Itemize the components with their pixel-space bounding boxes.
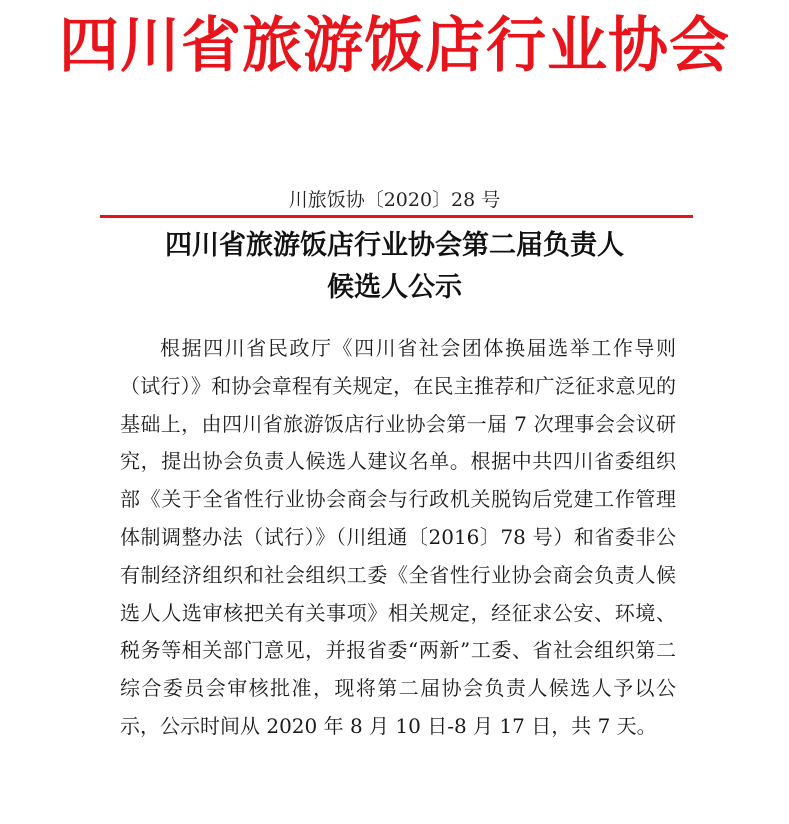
- document-number: 川旅饭协〔2020〕28 号: [288, 189, 501, 211]
- notice-body: 根据四川省民政厅《四川省社会团体换届选举工作导则（试行）》和协会章程有关规定，在民主推荐和广泛征求意见的基础上，由四川省旅游饭店行业协会第一届 7 次理事会会议研究，提出协会负责人候选人建议名单。根据中共四川省委组织部《关于全省性行业协会商会与行政机关脱钩后党建工作管理体制调整办法（试行）》（川组通〔2016〕78 号）和省委非公有制经济组织和社会组织工委《全省性行业协会商会负责人候选人人选审核把关有关事项》相关规定，经征求公安、环境、税务等相关部门意见，并报省委“两新”工委、省社会组织第二综合委员会审核批准，现将第二届协会负责人候选人予以公示，公示时间从 2020 年 8 月 10 日-8 月 17 日，共 7 天。: [120, 336, 676, 738]
- header-divider: [100, 215, 693, 218]
- notice-title-line-1: 四川省旅游饭店行业协会第二届负责人: [165, 230, 624, 261]
- notice-title: [0, 225, 789, 309]
- notice-title-line-2: 候选人公示: [327, 272, 462, 303]
- organization-header: 四川省旅游饭店行业协会: [59, 11, 730, 81]
